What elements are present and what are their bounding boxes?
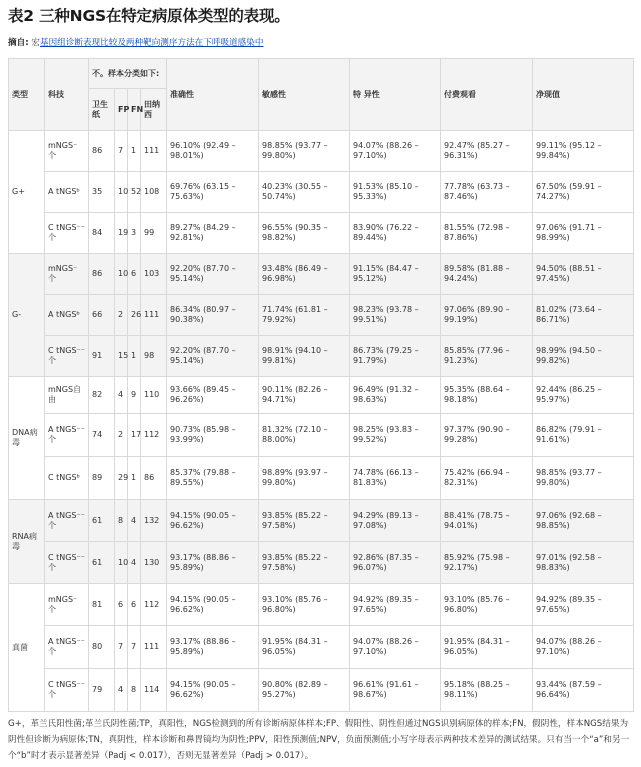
ppv-cell: 77.78% (63.73 – 87.46%): [441, 172, 533, 213]
tech-cell: C tNGSᵇ: [45, 457, 89, 500]
tp-cell: 82: [89, 377, 115, 414]
tn-cell: 132: [141, 500, 167, 542]
sensitivity-cell: 91.95% (84.31 – 96.05%): [259, 626, 350, 669]
col-fp: FP: [115, 89, 128, 131]
npv-cell: 92.44% (86.25 – 95.97%): [533, 377, 634, 414]
table-row: [9, 295, 634, 336]
table-row: [9, 669, 634, 712]
performance-table: [8, 58, 634, 712]
tech-cell: mNGS自由: [45, 377, 89, 414]
npv-cell: 94.92% (89.35 – 97.65%): [533, 584, 634, 626]
fp-cell: 10: [115, 254, 128, 295]
npv-cell: 94.07% (88.26 – 97.10%): [533, 626, 634, 669]
sensitivity-cell: 71.74% (61.81 – 79.92%): [259, 295, 350, 336]
accuracy-cell: 94.15% (90.05 – 96.62%): [167, 584, 259, 626]
accuracy-cell: 96.10% (92.49 – 98.01%): [167, 131, 259, 172]
page-title: 表2 三种NGS在特定病原体类型的表现。: [8, 7, 290, 25]
npv-cell: 98.85% (93.77 – 99.80%): [533, 457, 634, 500]
npv-cell: 81.02% (73.64 – 86.71%): [533, 295, 634, 336]
tp-cell: 81: [89, 584, 115, 626]
accuracy-cell: 90.73% (85.98 – 93.99%): [167, 414, 259, 457]
tn-cell: 110: [141, 377, 167, 414]
specificity-cell: 91.15% (84.47 – 95.12%): [350, 254, 441, 295]
tn-cell: 111: [141, 295, 167, 336]
tech-cell: C tNGS⁻⁻个: [45, 336, 89, 377]
table-row: [9, 500, 634, 542]
tech-cell: A tNGSᵇ: [45, 172, 89, 213]
table-row: [9, 213, 634, 254]
npv-cell: 86.82% (79.91 – 91.61%): [533, 414, 634, 457]
fn-cell: 1: [128, 131, 141, 172]
npv-cell: 97.01% (92.58 – 98.83%): [533, 542, 634, 584]
table-row: [9, 131, 634, 172]
npv-cell: 93.44% (87.59 – 96.64%): [533, 669, 634, 712]
ppv-cell: 88.41% (78.75 – 94.01%): [441, 500, 533, 542]
accuracy-cell: 94.15% (90.05 – 96.62%): [167, 669, 259, 712]
tn-cell: 114: [141, 669, 167, 712]
sensitivity-cell: 93.85% (85.22 – 97.58%): [259, 542, 350, 584]
fn-cell: 17: [128, 414, 141, 457]
fp-cell: 4: [115, 377, 128, 414]
tp-cell: 80: [89, 626, 115, 669]
tech-cell: A tNGS⁻⁻个: [45, 414, 89, 457]
fn-cell: 3: [128, 213, 141, 254]
abstract-label: 摘自:: [8, 38, 29, 48]
tn-cell: 98: [141, 336, 167, 377]
fp-cell: 7: [115, 131, 128, 172]
fn-cell: 8: [128, 669, 141, 712]
specificity-cell: 94.92% (89.35 – 97.65%): [350, 584, 441, 626]
col-ppv: 付费观看: [441, 59, 533, 131]
sensitivity-cell: 40.23% (30.55 – 50.74%): [259, 172, 350, 213]
ppv-cell: 85.92% (75.98 – 92.17%): [441, 542, 533, 584]
specificity-cell: 98.23% (93.78 – 99.51%): [350, 295, 441, 336]
fp-cell: 10: [115, 172, 128, 213]
sensitivity-cell: 93.85% (85.22 – 97.58%): [259, 500, 350, 542]
tech-cell: A tNGSᵇ: [45, 295, 89, 336]
sensitivity-cell: 93.10% (85.76 – 96.80%): [259, 584, 350, 626]
tech-cell: C tNGS⁻⁻个: [45, 542, 89, 584]
fn-cell: 26: [128, 295, 141, 336]
specificity-cell: 91.53% (85.10 – 95.33%): [350, 172, 441, 213]
col-specificity: 特 异性: [350, 59, 441, 131]
ppv-cell: 95.35% (88.64 – 98.18%): [441, 377, 533, 414]
ppv-cell: 81.55% (72.98 – 87.86%): [441, 213, 533, 254]
table-row: [9, 414, 634, 457]
ppv-cell: 97.06% (89.90 – 99.19%): [441, 295, 533, 336]
tech-cell: mNGS⁻个: [45, 131, 89, 172]
tn-cell: 112: [141, 584, 167, 626]
tp-cell: 79: [89, 669, 115, 712]
col-npv: 净现值: [533, 59, 634, 131]
tech-cell: C tNGS⁻⁻个: [45, 213, 89, 254]
ppv-cell: 97.37% (90.90 – 99.28%): [441, 414, 533, 457]
type-cell: RNA病毒: [9, 500, 45, 584]
specificity-cell: 96.49% (91.32 – 98.63%): [350, 377, 441, 414]
specificity-cell: 94.07% (88.26 – 97.10%): [350, 131, 441, 172]
accuracy-cell: 92.20% (87.70 – 95.14%): [167, 254, 259, 295]
accuracy-cell: 93.17% (88.86 – 95.89%): [167, 626, 259, 669]
accuracy-cell: 94.15% (90.05 – 96.62%): [167, 500, 259, 542]
specificity-cell: 98.25% (93.83 – 99.52%): [350, 414, 441, 457]
fn-cell: 52: [128, 172, 141, 213]
npv-cell: 98.99% (94.50 – 99.82%): [533, 336, 634, 377]
sensitivity-cell: 90.80% (82.89 – 95.27%): [259, 669, 350, 712]
npv-cell: 67.50% (59.91 – 74.27%): [533, 172, 634, 213]
tn-cell: 99: [141, 213, 167, 254]
sensitivity-cell: 93.48% (86.49 – 96.98%): [259, 254, 350, 295]
fn-cell: 9: [128, 377, 141, 414]
col-sensitivity: 敏感性: [259, 59, 350, 131]
tech-cell: C tNGS⁻⁻个: [45, 669, 89, 712]
table-row: [9, 254, 634, 295]
fn-cell: 1: [128, 336, 141, 377]
tp-cell: 61: [89, 500, 115, 542]
tech-cell: A tNGS⁻⁻个: [45, 626, 89, 669]
type-cell: G+: [9, 131, 45, 254]
fp-cell: 7: [115, 626, 128, 669]
ppv-cell: 95.18% (88.25 – 98.11%): [441, 669, 533, 712]
tp-cell: 89: [89, 457, 115, 500]
header-row: [9, 59, 634, 89]
accuracy-cell: 69.76% (63.15 – 75.63%): [167, 172, 259, 213]
npv-cell: 94.50% (88.51 – 97.45%): [533, 254, 634, 295]
table-row: [9, 377, 634, 414]
fp-cell: 8: [115, 500, 128, 542]
tp-cell: 86: [89, 254, 115, 295]
tech-cell: A tNGS⁻⁻个: [45, 500, 89, 542]
col-type: 类型: [9, 59, 45, 131]
sensitivity-cell: 98.89% (93.97 – 99.80%): [259, 457, 350, 500]
fn-cell: 7: [128, 626, 141, 669]
specificity-cell: 74.78% (66.13 – 81.83%): [350, 457, 441, 500]
fp-cell: 6: [115, 584, 128, 626]
ppv-cell: 93.10% (85.76 – 96.80%): [441, 584, 533, 626]
accuracy-cell: 85.37% (79.88 – 89.55%): [167, 457, 259, 500]
tech-cell: mNGS⁻个: [45, 584, 89, 626]
tp-cell: 91: [89, 336, 115, 377]
fn-cell: 6: [128, 584, 141, 626]
abstract-prefix: 宏: [31, 38, 40, 48]
tech-cell: mNGS⁻个: [45, 254, 89, 295]
tp-cell: 84: [89, 213, 115, 254]
accuracy-cell: 93.66% (89.45 – 96.26%): [167, 377, 259, 414]
specificity-cell: 86.73% (79.25 – 91.79%): [350, 336, 441, 377]
ppv-cell: 75.42% (66.94 – 82.31%): [441, 457, 533, 500]
col-tech: 科技: [45, 59, 89, 131]
fp-cell: 2: [115, 295, 128, 336]
tp-cell: 35: [89, 172, 115, 213]
npv-cell: 99.11% (95.12 – 99.84%): [533, 131, 634, 172]
table-row: [9, 172, 634, 213]
specificity-cell: 94.07% (88.26 – 97.10%): [350, 626, 441, 669]
type-cell: 真菌: [9, 584, 45, 712]
fn-cell: 4: [128, 542, 141, 584]
sensitivity-cell: 81.32% (72.10 – 88.00%): [259, 414, 350, 457]
accuracy-cell: 86.34% (80.97 – 90.38%): [167, 295, 259, 336]
ppv-cell: 91.95% (84.31 – 96.05%): [441, 626, 533, 669]
fn-cell: 6: [128, 254, 141, 295]
table-row: [9, 542, 634, 584]
specificity-cell: 94.29% (89.13 – 97.08%): [350, 500, 441, 542]
table-row: [9, 584, 634, 626]
ppv-cell: 92.47% (85.27 – 96.31%): [441, 131, 533, 172]
table-row: [9, 336, 634, 377]
ppv-cell: 89.58% (81.88 – 94.24%): [441, 254, 533, 295]
fp-cell: 2: [115, 414, 128, 457]
fn-cell: 4: [128, 500, 141, 542]
tn-cell: 111: [141, 131, 167, 172]
tp-cell: 74: [89, 414, 115, 457]
abstract-source: [8, 36, 263, 48]
npv-cell: 97.06% (92.68 – 98.85%): [533, 500, 634, 542]
fp-cell: 15: [115, 336, 128, 377]
fp-cell: 4: [115, 669, 128, 712]
tn-cell: 130: [141, 542, 167, 584]
sensitivity-cell: 98.91% (94.10 – 99.81%): [259, 336, 350, 377]
specificity-cell: 92.86% (87.35 – 96.07%): [350, 542, 441, 584]
tn-cell: 108: [141, 172, 167, 213]
specificity-cell: 96.61% (91.61 – 98.67%): [350, 669, 441, 712]
fn-cell: 1: [128, 457, 141, 500]
tn-cell: 111: [141, 626, 167, 669]
table-row: [9, 626, 634, 669]
col-fn: FN: [128, 89, 141, 131]
col-tn: 田纳西: [141, 89, 167, 131]
sensitivity-cell: 90.11% (82.26 – 94.71%): [259, 377, 350, 414]
sensitivity-cell: 96.55% (90.35 – 98.82%): [259, 213, 350, 254]
table-footnote: G+，革兰氏阳性菌;革兰氏阴性菌;TP，真阳性，NGS检测到的所有诊断病原体样本;FP、假阳性、阴性但通过NGS识别病原体的样本;FN，假阴性，样本NGS结果为阴性但诊断为病原体;TN，真阴性，样本诊断和鼻胃镜均为阴性;PPV，阳性预测值;NPV，负面预测值;小写字母表示两种技术差异的测试结果。只有当一个“a”和另一个“b”时才表示显著差异（Padj < 0.017），否则无显著差异（Padj > 0.017）。: [8, 719, 630, 761]
tp-cell: 61: [89, 542, 115, 584]
tn-cell: 86: [141, 457, 167, 500]
accuracy-cell: 89.27% (84.29 – 92.81%): [167, 213, 259, 254]
fp-cell: 19: [115, 213, 128, 254]
specificity-cell: 83.90% (76.22 – 89.44%): [350, 213, 441, 254]
abstract-link[interactable]: 基因组诊断表现比较及两种靶向测序方法在下呼吸道感染中: [39, 38, 264, 48]
sensitivity-cell: 98.85% (93.77 – 99.80%): [259, 131, 350, 172]
type-cell: DNA病毒: [9, 377, 45, 500]
fp-cell: 29: [115, 457, 128, 500]
tn-cell: 103: [141, 254, 167, 295]
tp-cell: 86: [89, 131, 115, 172]
tn-cell: 112: [141, 414, 167, 457]
npv-cell: 97.06% (91.71 – 98.99%): [533, 213, 634, 254]
tp-cell: 66: [89, 295, 115, 336]
ppv-cell: 85.85% (77.96 – 91.23%): [441, 336, 533, 377]
type-cell: G-: [9, 254, 45, 377]
table-row: [9, 457, 634, 500]
fp-cell: 10: [115, 542, 128, 584]
col-accuracy: 准确性: [167, 59, 259, 131]
accuracy-cell: 93.17% (88.86 – 95.89%): [167, 542, 259, 584]
col-tp: 卫生纸: [89, 89, 115, 131]
accuracy-cell: 92.20% (87.70 – 95.14%): [167, 336, 259, 377]
col-samples: 不。样本分类如下:: [89, 59, 167, 89]
